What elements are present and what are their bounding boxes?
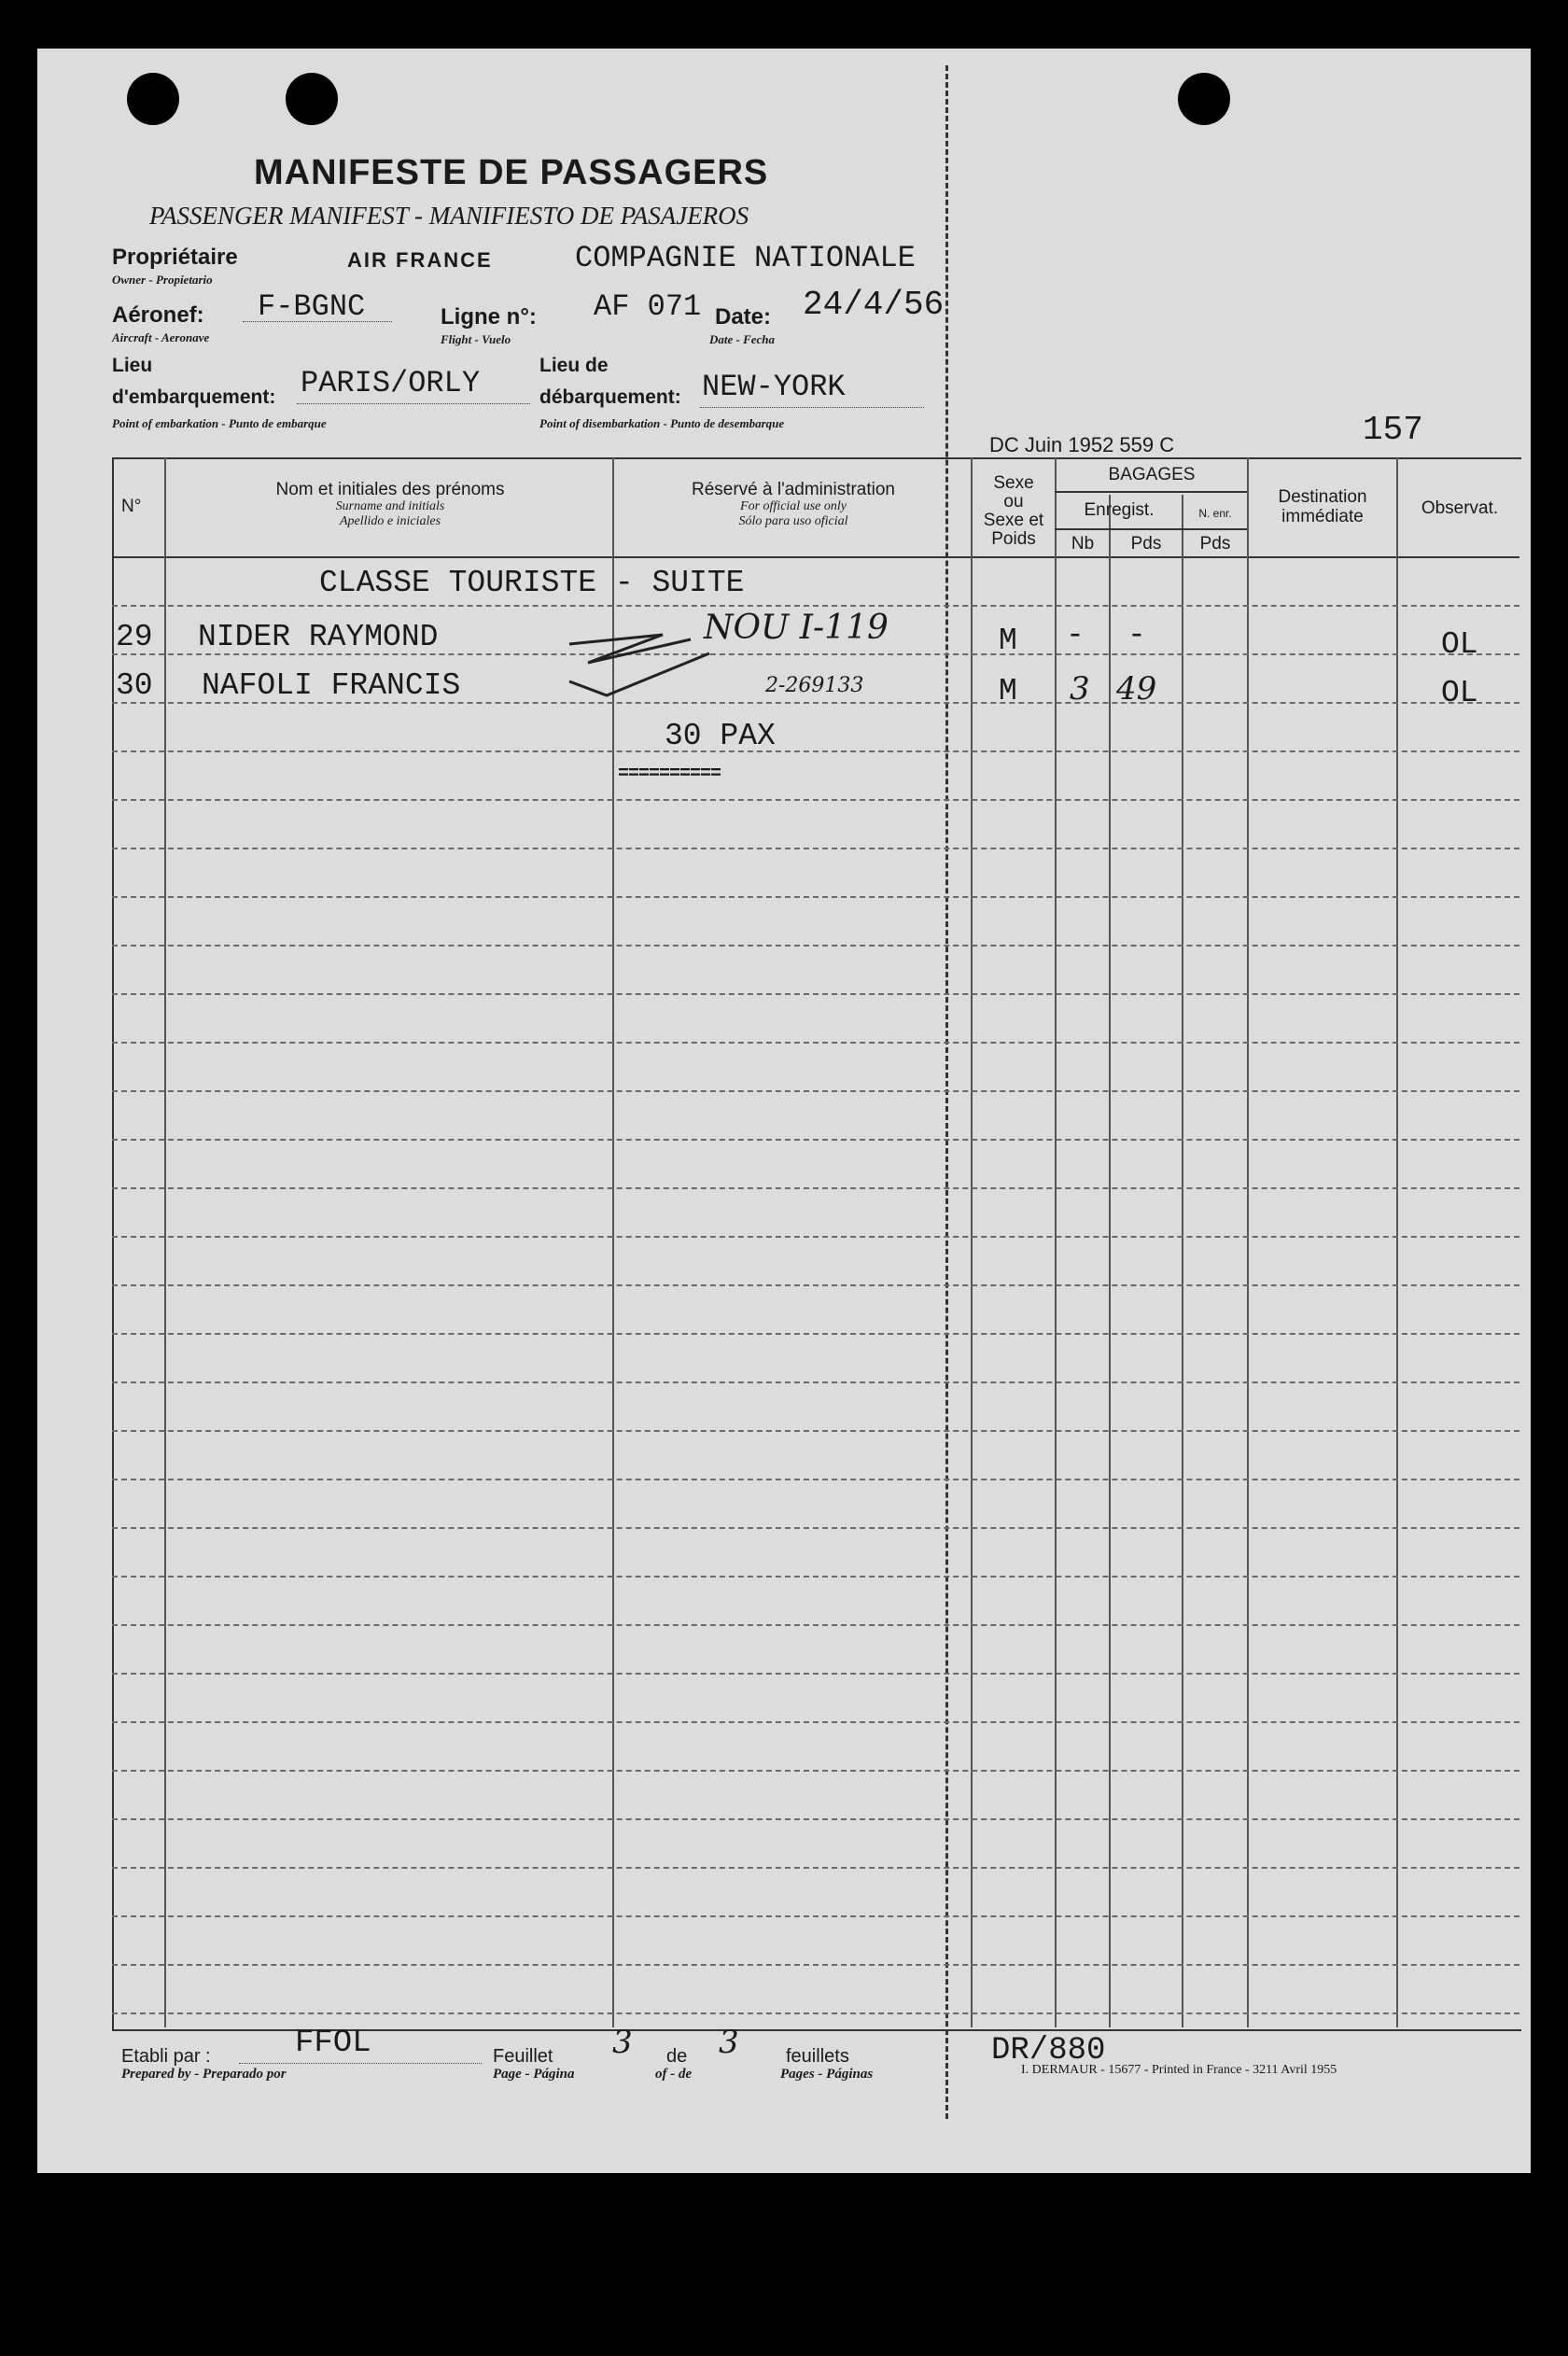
of-label: de — [666, 2046, 688, 2067]
prepared-sublabel: Prepared by - Preparado por — [121, 2067, 287, 2082]
row-30-no: 30 — [116, 668, 153, 703]
disembark-underline — [700, 407, 924, 408]
punch-hole-left-1 — [127, 73, 179, 125]
punch-hole-right — [1178, 73, 1230, 125]
printer-imprint: I. DERMAUR - 15677 - Printed in France - 3211 Avril 1955 — [1021, 2063, 1337, 2077]
col-sep-sex — [1055, 457, 1057, 2027]
date-value: 24/4/56 — [803, 286, 945, 324]
col-sep-pds — [1182, 495, 1183, 2027]
ruled-row-line — [112, 1479, 1519, 1480]
ruled-row-line — [112, 1139, 1519, 1141]
row-29-nb: - — [1066, 618, 1085, 652]
section-heading: CLASSE TOURISTE - SUITE — [319, 566, 745, 600]
ruled-row-line — [112, 1576, 1519, 1578]
header-no: N° — [121, 497, 142, 516]
reference-code: DR/880 — [991, 2033, 1106, 2069]
flight-label: Ligne n°: — [441, 304, 537, 330]
of-value: 3 — [719, 2024, 739, 2061]
table-header-divider — [112, 556, 1519, 558]
row-29-admin: NOU I-119 — [704, 609, 889, 647]
header-name-en: Surname and initials — [335, 499, 445, 513]
ruled-row-line — [112, 1284, 1519, 1286]
row-29-pds: - — [1127, 618, 1146, 652]
aircraft-underline — [243, 321, 392, 322]
ruled-row-line — [112, 1236, 1519, 1238]
prepared-underline — [239, 2063, 482, 2064]
header-name — [172, 480, 609, 529]
header-sex-3: Sexe et — [983, 511, 1044, 530]
col-sep-no — [164, 457, 166, 2027]
embark-label-2: d'embarquement: — [112, 386, 276, 408]
ruled-row-line — [112, 1381, 1519, 1383]
sheet-value: 3 — [612, 2024, 633, 2061]
enregist-divider — [1055, 528, 1247, 530]
ruled-row-line — [112, 1818, 1519, 1820]
disembark-label-2: débarquement: — [539, 386, 681, 408]
disembark-value: NEW-YORK — [702, 370, 846, 404]
tick-mark-row-30 — [569, 653, 709, 695]
header-destination — [1249, 487, 1396, 526]
tick-marks — [551, 607, 943, 709]
ruled-row-line — [112, 1867, 1519, 1869]
header-name-es: Apellido e iniciales — [339, 514, 441, 528]
pages-label: feuillets — [786, 2046, 849, 2067]
col-sep-nb — [1109, 495, 1111, 2027]
date-label: Date: — [715, 304, 772, 330]
total-underline: ========== — [618, 764, 721, 785]
ruled-row-line — [112, 1090, 1519, 1092]
row-29-sex: M — [999, 624, 1017, 658]
row-29-name: NIDER RAYMOND — [198, 620, 439, 654]
punch-hole-left-2 — [286, 73, 338, 125]
ruled-row-line — [112, 1042, 1519, 1044]
owner-sublabel: Owner - Propietario — [112, 273, 213, 287]
header-admin-en: For official use only — [740, 499, 847, 513]
embark-sublabel: Point of embarkation - Punto de embarque — [112, 416, 327, 430]
date-sublabel: Date - Fecha — [709, 332, 776, 346]
tick-mark-row-29 — [569, 635, 691, 663]
ruled-row-line — [112, 799, 1519, 801]
page-subtitle: PASSENGER MANIFEST - MANIFIESTO DE PASAJEROS — [149, 202, 749, 230]
sheet-label: Feuillet — [493, 2046, 553, 2067]
col-sep-admin — [971, 457, 973, 2027]
row-30-pds: 49 — [1116, 670, 1157, 708]
aircraft-value: F-BGNC — [258, 289, 366, 324]
ruled-row-line — [112, 1770, 1519, 1772]
aircraft-label: Aéronef: — [112, 302, 204, 328]
disembark-sublabel: Point of disembarkation - Punto de desembarque — [539, 416, 785, 430]
col-sep-dest — [1396, 457, 1398, 2027]
header-dest-1: Destination — [1278, 487, 1367, 507]
ruled-row-line — [112, 1430, 1519, 1432]
pages-sublabel: Pages - Páginas — [780, 2067, 874, 2082]
header-dest-2: immédiate — [1281, 507, 1364, 526]
ruled-row-line — [112, 1915, 1519, 1917]
ruled-row-line — [112, 1964, 1519, 1966]
header-sex-2: ou — [1003, 492, 1024, 512]
header-pds: Pds — [1130, 534, 1162, 554]
header-sex — [973, 474, 1055, 549]
ruled-row-line — [112, 993, 1519, 995]
owner-printed: AIR FRANCE — [347, 248, 493, 272]
owner-label: Propriétaire — [112, 245, 238, 270]
of-sublabel: of - de — [655, 2067, 693, 2082]
total-passengers: 30 PAX — [665, 719, 776, 753]
ruled-row-line — [112, 2012, 1519, 2014]
col-sep-nenr — [1247, 457, 1249, 2027]
header-sex-1: Sexe — [993, 473, 1034, 493]
header-sex-4: Poids — [991, 529, 1036, 549]
page-title: MANIFESTE DE PASSAGERS — [254, 153, 769, 192]
header-admin — [618, 480, 969, 529]
ruled-row-line — [112, 945, 1519, 947]
row-29-obs: OL — [1441, 627, 1478, 662]
ruled-row-line — [112, 896, 1519, 898]
embark-underline — [297, 403, 530, 404]
ruled-row-line — [112, 848, 1519, 849]
sheet-sublabel: Page - Página — [493, 2067, 575, 2082]
header-nenr: N. enr. — [1198, 507, 1232, 520]
prepared-value: FFOL — [295, 2026, 371, 2061]
row-30-sex: M — [999, 674, 1017, 708]
ruled-row-line — [112, 1721, 1519, 1723]
page-stamp: 157 — [1363, 411, 1423, 449]
header-bagages: BAGAGES — [1108, 465, 1196, 484]
header-observations: Observat. — [1421, 498, 1499, 518]
ruled-row-line — [112, 750, 1519, 752]
flight-value: AF 071 — [594, 289, 702, 324]
aircraft-sublabel: Aircraft - Aeronave — [112, 330, 210, 344]
embark-label-1: Lieu — [112, 355, 153, 376]
ruled-row-line — [112, 1673, 1519, 1675]
row-30-obs: OL — [1441, 676, 1478, 710]
header-admin-fr: Réservé à l'administration — [692, 480, 895, 499]
header-admin-es: Sólo para uso oficial — [738, 514, 848, 528]
prepared-label: Etabli par : — [121, 2046, 211, 2067]
row-29-no: 29 — [116, 620, 153, 654]
row-30-nb: 3 — [1070, 670, 1090, 708]
owner-value: COMPAGNIE NATIONALE — [575, 241, 916, 275]
row-30-admin: 2-269133 — [765, 674, 864, 697]
form-code: DC Juin 1952 559 C — [989, 433, 1175, 456]
header-nb: Nb — [1071, 534, 1095, 554]
ruled-row-line — [112, 1333, 1519, 1335]
row-30-name: NAFOLI FRANCIS — [202, 668, 461, 703]
ruled-row-line — [112, 1624, 1519, 1626]
header-pds2: Pds — [1199, 534, 1231, 554]
ruled-row-line — [112, 1527, 1519, 1529]
flight-sublabel: Flight - Vuelo — [441, 332, 511, 346]
bagages-divider — [1055, 491, 1247, 493]
header-name-fr: Nom et initiales des prénoms — [275, 480, 505, 499]
embark-value: PARIS/ORLY — [301, 366, 481, 400]
disembark-label-1: Lieu de — [539, 355, 609, 376]
header-enregist: Enregist. — [1084, 500, 1155, 520]
ruled-row-line — [112, 1187, 1519, 1189]
